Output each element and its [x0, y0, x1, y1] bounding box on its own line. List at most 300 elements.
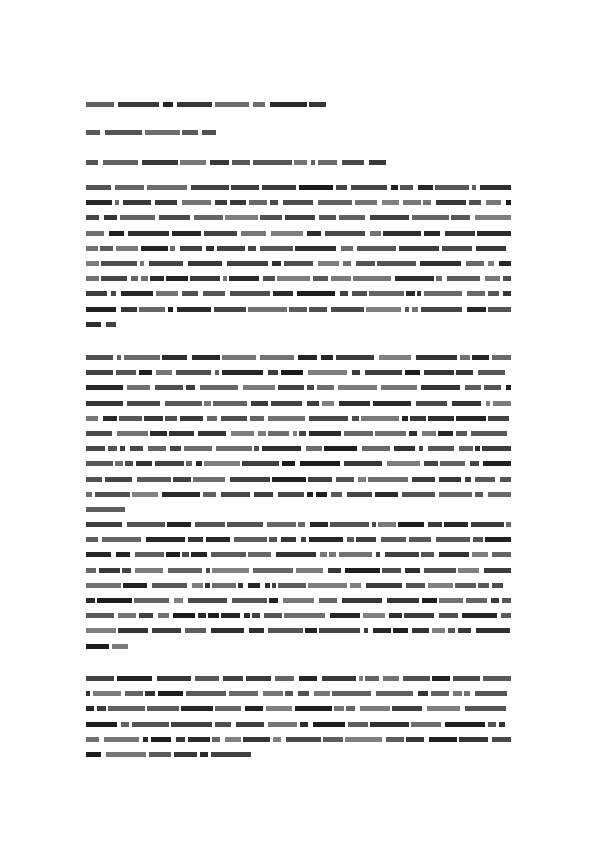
word-block [186, 691, 226, 696]
word-block [100, 246, 113, 251]
word-block [400, 185, 413, 190]
word-block [269, 598, 278, 603]
paragraph-line [86, 322, 116, 327]
word-block [438, 431, 453, 436]
word-block [117, 431, 148, 436]
word-block [313, 276, 328, 281]
word-block [405, 370, 420, 375]
word-block [156, 291, 178, 296]
word-block [158, 613, 169, 618]
word-block [458, 568, 479, 573]
word-block [478, 370, 505, 375]
word-block [297, 291, 335, 296]
word-block [386, 737, 404, 742]
word-block [353, 276, 391, 281]
word-block [439, 492, 472, 497]
word-block [142, 160, 178, 165]
word-block [140, 261, 144, 266]
word-block [378, 522, 396, 527]
word-block [191, 552, 207, 557]
word-block [125, 691, 143, 696]
word-block [163, 102, 173, 107]
word-block [416, 355, 457, 360]
word-block [456, 431, 467, 436]
word-block [86, 231, 104, 236]
word-block [284, 613, 325, 618]
paragraph-line [86, 261, 511, 266]
word-block [389, 613, 402, 618]
word-block [157, 676, 191, 681]
word-block [403, 200, 421, 205]
paragraph-line [86, 446, 511, 451]
word-block [230, 291, 270, 296]
word-block [165, 401, 202, 406]
word-block [159, 215, 190, 220]
word-block [192, 355, 220, 360]
word-block [339, 215, 365, 220]
word-block [365, 370, 402, 375]
word-block [234, 537, 267, 542]
word-block [486, 200, 501, 205]
word-block [232, 598, 267, 603]
word-block [127, 522, 165, 527]
word-block [373, 628, 391, 633]
paragraph-line [86, 370, 511, 375]
word-block [139, 370, 152, 375]
word-block [271, 401, 302, 406]
word-block [139, 613, 153, 618]
word-block [506, 200, 511, 205]
word-block [478, 583, 489, 588]
word-block [231, 185, 259, 190]
word-block [86, 276, 99, 281]
word-block [134, 598, 169, 603]
word-block [117, 355, 121, 360]
word-block [475, 215, 511, 220]
word-block [293, 431, 297, 436]
word-block [272, 583, 276, 588]
word-block [86, 355, 113, 360]
word-block [172, 231, 201, 236]
paragraph-line [86, 737, 511, 742]
word-block [162, 492, 200, 497]
word-block [188, 537, 203, 542]
word-block [86, 598, 95, 603]
word-block [342, 160, 364, 165]
word-block [406, 583, 425, 588]
word-block [217, 246, 245, 251]
word-block [375, 431, 406, 436]
heading-line [86, 130, 216, 135]
word-block [459, 737, 488, 742]
word-block [488, 261, 494, 266]
word-block [436, 200, 466, 205]
word-block [322, 676, 356, 681]
paragraph-line [86, 431, 511, 436]
paragraph-line [86, 583, 511, 588]
word-block [428, 583, 453, 588]
word-block [105, 130, 142, 135]
word-block [464, 691, 470, 696]
paragraph-line [86, 691, 511, 696]
word-block [132, 492, 158, 497]
word-block [191, 185, 229, 190]
word-block [345, 568, 380, 573]
paragraph-line [86, 307, 511, 312]
word-block [190, 276, 220, 281]
word-block [155, 461, 184, 466]
word-block [428, 446, 454, 451]
word-block [403, 676, 430, 681]
word-block [347, 492, 372, 497]
paragraph-line [86, 752, 256, 757]
word-block [278, 583, 306, 588]
word-block [227, 522, 263, 527]
word-block [491, 598, 499, 603]
word-block [431, 691, 449, 696]
word-block [477, 231, 511, 236]
word-block [320, 552, 327, 557]
word-block [243, 385, 275, 390]
word-block [460, 355, 470, 360]
word-block [347, 537, 354, 542]
word-block [147, 706, 179, 711]
word-block [221, 416, 247, 421]
word-block [248, 583, 260, 588]
word-block [173, 613, 195, 618]
word-block [319, 598, 337, 603]
word-block [283, 200, 313, 205]
word-block [204, 401, 211, 406]
word-block [266, 706, 292, 711]
word-block [155, 385, 183, 390]
word-block [106, 322, 116, 327]
word-block [330, 522, 369, 527]
word-block [188, 598, 227, 603]
word-block [273, 291, 293, 296]
word-block [483, 676, 511, 681]
word-block [289, 307, 307, 312]
word-block [260, 246, 293, 251]
word-block [473, 537, 483, 542]
word-block [112, 644, 128, 649]
word-block [148, 446, 166, 451]
word-block [116, 552, 130, 557]
word-block [86, 676, 114, 681]
word-block [245, 706, 263, 711]
word-block [307, 492, 313, 497]
word-block [452, 401, 481, 406]
word-block [147, 185, 187, 190]
word-block [86, 507, 125, 512]
word-block [282, 461, 295, 466]
word-block [103, 416, 117, 421]
word-block [412, 215, 449, 220]
word-block [318, 200, 352, 205]
word-block [492, 355, 511, 360]
word-block [398, 522, 424, 527]
word-block [323, 737, 343, 742]
word-block [188, 737, 210, 742]
word-block [225, 215, 258, 220]
word-block [254, 446, 259, 451]
word-block [215, 200, 227, 205]
word-block [482, 446, 511, 451]
word-block [144, 416, 163, 421]
word-block [418, 691, 428, 696]
word-block [379, 355, 411, 360]
word-block [174, 752, 197, 757]
word-block [356, 261, 375, 266]
word-block [221, 613, 240, 618]
word-block [492, 737, 511, 742]
word-block [204, 461, 240, 466]
word-block [86, 322, 101, 327]
word-block [206, 537, 230, 542]
word-block [165, 416, 177, 421]
word-block [166, 552, 180, 557]
word-block [252, 613, 260, 618]
word-block [351, 185, 387, 190]
word-block [488, 416, 509, 421]
word-block [278, 385, 304, 390]
word-block [475, 492, 483, 497]
word-block [465, 706, 506, 711]
word-block [313, 722, 345, 727]
word-block [132, 722, 169, 727]
word-block [253, 568, 293, 573]
word-block [192, 583, 203, 588]
word-block [488, 722, 496, 727]
word-block [115, 461, 123, 466]
word-block [341, 246, 353, 251]
paragraph-line [86, 200, 511, 205]
word-block [383, 676, 399, 681]
word-block [212, 568, 249, 573]
word-block [318, 261, 339, 266]
word-block [344, 461, 382, 466]
word-block [123, 200, 151, 205]
word-block [222, 355, 256, 360]
word-block [215, 370, 219, 375]
word-block [215, 102, 249, 107]
word-block [456, 370, 473, 375]
word-block [286, 737, 321, 742]
word-block [246, 676, 271, 681]
word-block [101, 276, 127, 281]
word-block [143, 737, 148, 742]
word-block [97, 706, 106, 711]
word-block [352, 370, 360, 375]
word-block [174, 598, 183, 603]
word-block [236, 722, 264, 727]
word-block [295, 706, 332, 711]
paragraph-line [86, 676, 511, 681]
word-block [249, 200, 267, 205]
word-block [206, 568, 210, 573]
word-block [499, 261, 511, 266]
word-block [241, 231, 266, 236]
word-block [428, 522, 442, 527]
word-block [188, 261, 222, 266]
word-block [439, 613, 458, 618]
word-block [352, 291, 367, 296]
word-block [456, 416, 486, 421]
word-block [185, 628, 206, 633]
word-block [158, 691, 183, 696]
word-block [270, 200, 278, 205]
paragraph-line [86, 477, 511, 482]
word-block [411, 722, 441, 727]
word-block [221, 492, 250, 497]
word-block [173, 477, 191, 482]
word-block [308, 477, 332, 482]
word-block [424, 291, 462, 296]
paragraph-line [86, 507, 126, 512]
word-block [281, 370, 303, 375]
word-block [211, 752, 251, 757]
word-block [182, 291, 198, 296]
word-block [285, 215, 315, 220]
word-block [272, 477, 306, 482]
word-block [382, 568, 401, 573]
word-block [108, 446, 117, 451]
word-block [271, 231, 303, 236]
word-block [503, 276, 511, 281]
word-block [156, 370, 172, 375]
word-block [485, 276, 500, 281]
word-block [124, 355, 160, 360]
word-block [86, 628, 116, 633]
word-block [122, 568, 131, 573]
paragraph-line [86, 492, 511, 497]
paragraph-line [86, 231, 511, 236]
word-block [305, 628, 317, 633]
word-block [102, 537, 141, 542]
word-block [299, 431, 306, 436]
word-block [86, 416, 98, 421]
word-block [476, 628, 510, 633]
word-block [86, 568, 96, 573]
word-block [459, 446, 473, 451]
word-block [296, 568, 323, 573]
word-block [206, 246, 214, 251]
word-block [439, 477, 461, 482]
word-block [162, 355, 187, 360]
word-block [316, 492, 327, 497]
word-block [298, 691, 309, 696]
word-block [317, 385, 334, 390]
word-block [427, 706, 460, 711]
word-block [412, 307, 418, 312]
word-block [216, 446, 252, 451]
word-block [238, 583, 243, 588]
word-block [194, 215, 223, 220]
paragraph-line [86, 537, 511, 542]
word-block [86, 185, 111, 190]
word-block [472, 552, 488, 557]
word-block [186, 385, 195, 390]
word-block [268, 370, 278, 375]
word-block [131, 276, 138, 281]
word-block [198, 613, 206, 618]
word-block [166, 276, 188, 281]
word-block [115, 200, 119, 205]
word-block [215, 706, 241, 711]
word-block [118, 613, 136, 618]
word-block [205, 583, 210, 588]
word-block [445, 722, 485, 727]
word-block [429, 737, 457, 742]
word-block [465, 385, 481, 390]
word-block [424, 461, 438, 466]
word-block [251, 401, 268, 406]
word-block [260, 355, 294, 360]
word-block [439, 598, 463, 603]
word-block [121, 722, 129, 727]
word-block [99, 568, 120, 573]
word-block [119, 416, 142, 421]
word-block [370, 722, 409, 727]
word-block [432, 676, 450, 681]
word-block [358, 477, 366, 482]
word-block [451, 215, 470, 220]
word-block [348, 722, 368, 727]
word-block [170, 246, 175, 251]
word-block [324, 446, 357, 451]
word-block [198, 431, 226, 436]
word-block [253, 102, 265, 107]
word-block [338, 385, 377, 390]
word-block [202, 130, 216, 135]
word-block [342, 598, 382, 603]
word-block [299, 185, 333, 190]
word-block [436, 276, 442, 281]
word-block [309, 431, 341, 436]
word-block [475, 446, 480, 451]
word-block [417, 291, 421, 296]
word-block [330, 613, 360, 618]
word-block [393, 628, 408, 633]
word-block [168, 307, 173, 312]
word-block [231, 431, 254, 436]
word-block [318, 160, 337, 165]
word-block [195, 522, 225, 527]
word-block [444, 522, 468, 527]
word-block [308, 583, 347, 588]
word-block [272, 261, 281, 266]
word-block [116, 246, 138, 251]
word-block [319, 215, 336, 220]
word-block [137, 477, 171, 482]
word-block [109, 231, 124, 236]
word-block [223, 676, 243, 681]
word-block [420, 261, 461, 266]
word-block [285, 691, 293, 696]
word-block [168, 568, 202, 573]
word-block [211, 552, 246, 557]
word-block [262, 185, 296, 190]
word-block [267, 522, 296, 527]
word-block [339, 552, 372, 557]
word-block [86, 246, 98, 251]
word-block [135, 552, 164, 557]
word-block [453, 676, 480, 681]
word-block [225, 737, 241, 742]
word-block [421, 385, 460, 390]
word-block [475, 691, 507, 696]
word-block [268, 722, 297, 727]
